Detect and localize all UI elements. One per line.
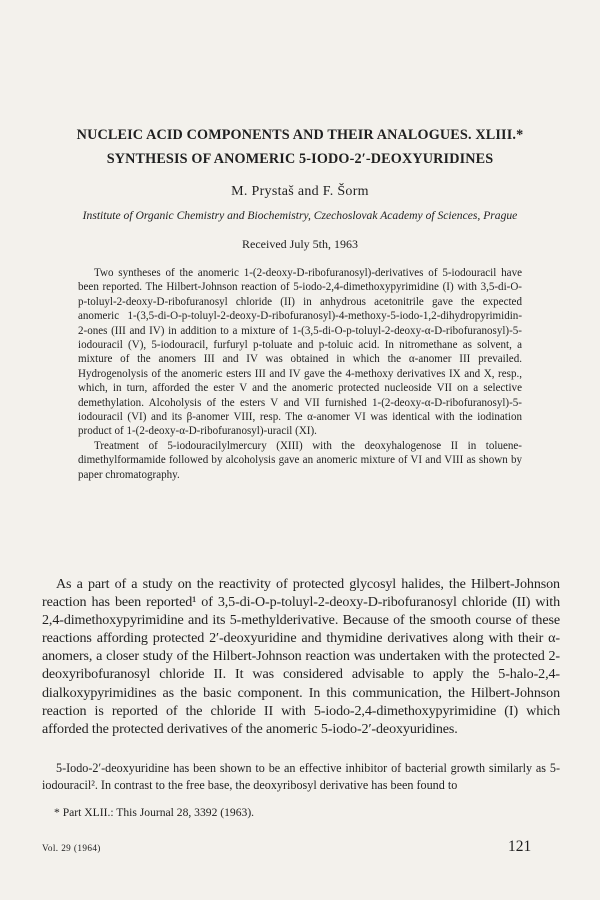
abstract-paragraph-2: Treatment of 5-iodouracilylmercury (XIII) with the deoxyhalogenose II in toluene-dimethylformamide followed by alcoholysis gave an anomeric mixture of VI and VIII as shown by paper chromatography. xyxy=(78,439,522,481)
footnote: * Part XLII.: This Journal 28, 3392 (1963). xyxy=(54,806,255,819)
volume-info: Vol. 29 (1964) xyxy=(42,843,101,853)
page-number: 121 xyxy=(508,838,532,855)
received-date: Received July 5th, 1963 xyxy=(242,237,358,251)
body-text xyxy=(42,575,560,738)
authors: M. Prystaš and F. Šorm xyxy=(231,184,369,199)
article-title-line2: SYNTHESIS OF ANOMERIC 5-IODO-2′-DEOXYURIDINES xyxy=(106,151,494,167)
abstract xyxy=(78,266,522,482)
body-paragraph-2: 5-Iodo-2′-deoxyuridine has been shown to be an effective inhibitor of bacterial growth similarly as 5-iodouracil². In contrast to the free base, the deoxyribosyl derivative has been found to xyxy=(42,761,560,792)
affiliation: Institute of Organic Chemistry and Biochemistry, Czechoslovak Academy of Sciences, Prague xyxy=(82,209,518,222)
body-text-small xyxy=(42,760,560,793)
abstract-paragraph-1: Two syntheses of the anomeric 1-(2-deoxy-D-ribofuranosyl)-derivatives of 5-iodouracil have been reported. The Hilbert-Johnson reaction of 5-iodo-2,4-dimethoxypyrimidine (I) with 3,5-di-O-p-toluyl-2-deoxy-D-ribofuranosyl chloride (II) in anhydrous acetonitrile gave the expected anomeric 1-(3,5-di-O-p-toluyl-2-deoxy-D-ribofuranosyl)-4-methoxy-5-iodo-1,2-dihydropyrimidin-2-ones (III and IV) in addition to a mixture of 1-(3,5-di-O-p-toluyl-2-deoxy-α-D-ribofuranosyl)-5-iodouracil (V), 5-iodouracil, furfuryl p-toluate and p-toluic acid. In nitromethane as solvent, a mixture of the anomers III and IV was obtained in which the α-anomer III prevailed. Hydrogenolysis of the anomeric esters III and IV gave the 4-methoxy derivatives IX and X, resp., which, in turn, afforded the ester V and the anomeric protected nucleoside VII on a selective demethylation. Alcoholysis of the esters V and VII furnished 1-(2-deoxy-α-D-ribofuranosyl)-5-iodouracil (VI) and its β-anomer VIII, resp. The α-anomer VI was identical with the iodination product of 1-(2-deoxy-α-D-ribofuranosyl)-uracil (XI). xyxy=(78,267,522,438)
body-paragraph-1: As a part of a study on the reactivity of protected glycosyl halides, the Hilbert-Johnson reaction has been reported¹ of 3,5-di-O-p-toluyl-2-deoxy-D-ribofuranosyl chloride (II) with 2,4-dimethoxypyrimidine and its 5-methylderivative. Because of the smooth course of these reactions affording protected 2′-deoxyuridine and thymidine derivatives along with their α-anomers, a closer study of the Hilbert-Johnson reaction was undertaken with the protected 2-deoxyribofuranosyl chloride II. It was considered advisable to apply the 5-halo-2,4-dialkoxypyrimidines as the basic component. In this communication, the Hilbert-Johnson reaction is reported of the chloride II with 5-iodo-2,4-dimethoxypyrimidine (I) which afforded the protected derivatives of the anomeric 5-iodo-2′-deoxyuridines. xyxy=(42,576,560,737)
article-title-line1: NUCLEIC ACID COMPONENTS AND THEIR ANALOGUES. XLIII.* xyxy=(76,127,524,143)
